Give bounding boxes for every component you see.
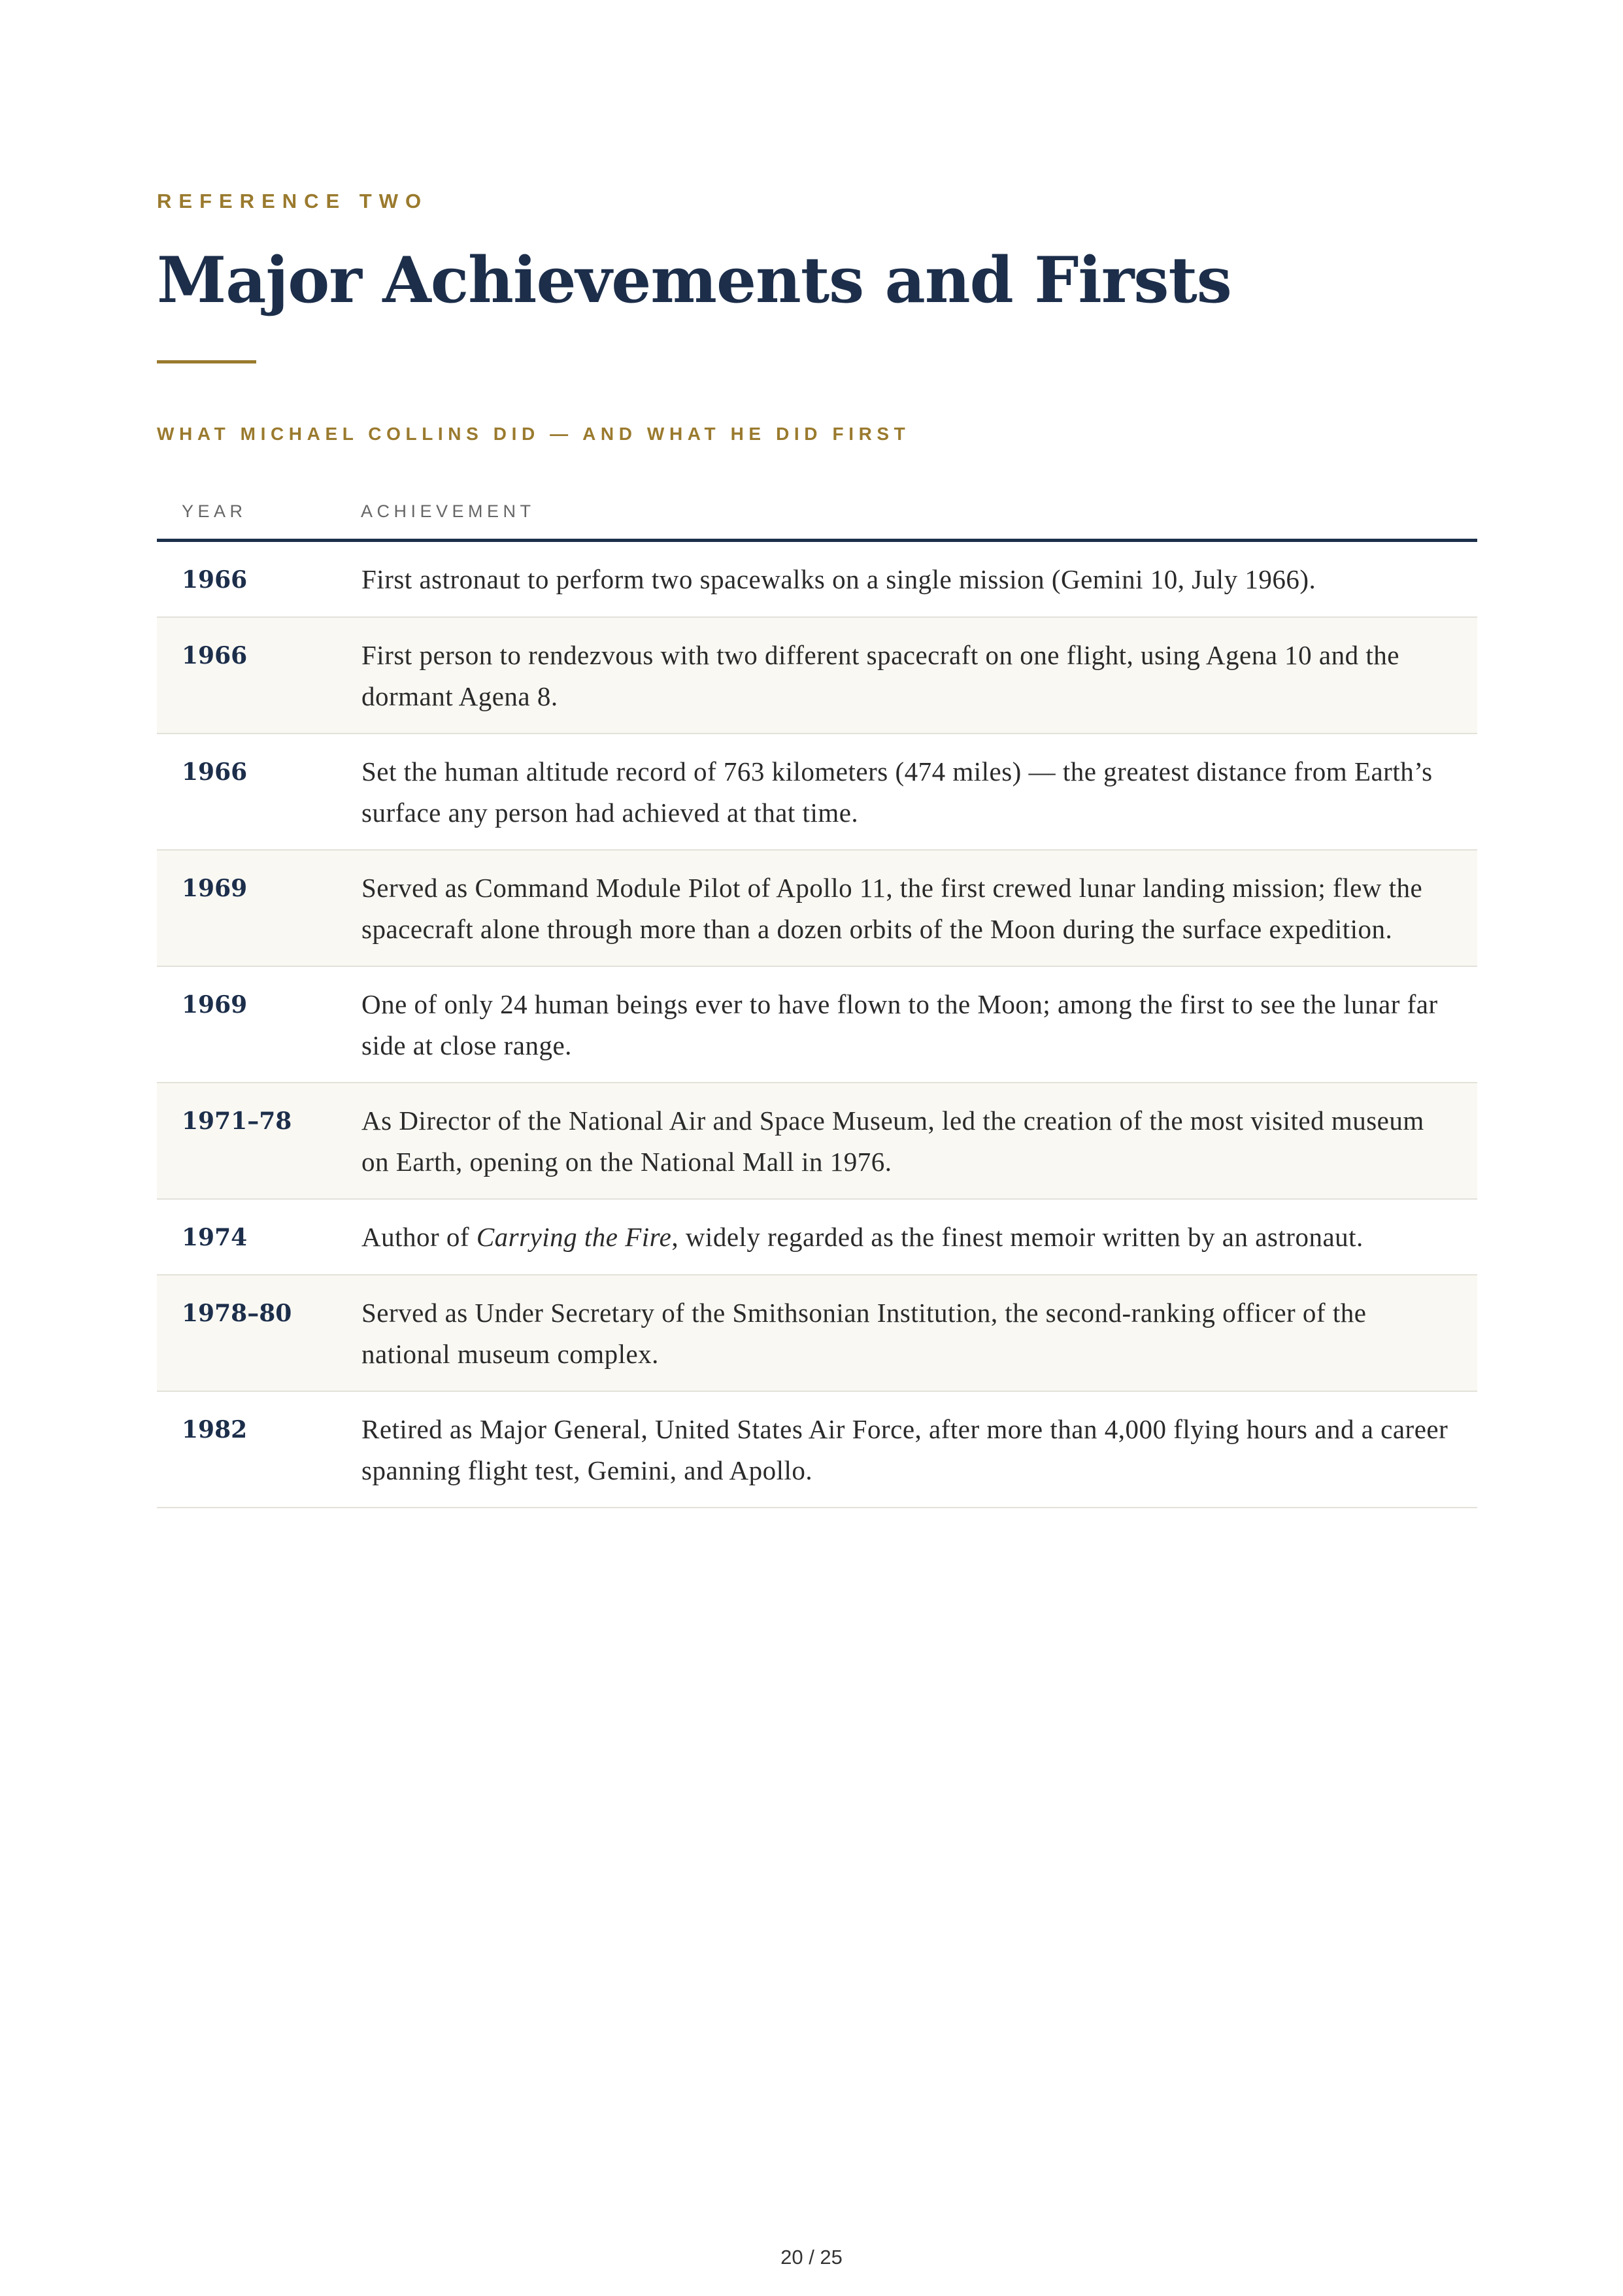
row-year: 1966 (182, 642, 248, 669)
achievement-text-suffix: , widely regarded as the finest memoir written by an astronaut. (671, 1222, 1364, 1252)
section-eyebrow: REFERENCE TWO (157, 190, 429, 212)
row-achievement: Served as Under Secretary of the Smithsonian Institution, the second-ranking officer of the national museum complex. (361, 1298, 1367, 1369)
row-year: 1969 (182, 991, 248, 1019)
section-subtitle: WHAT MICHAEL COLLINS DID — AND WHAT HE DID FIRST (157, 424, 911, 444)
row-achievement: As Director of the National Air and Space Museum, led the creation of the most visited museum on Earth, opening on the National Mall in 1976. (361, 1106, 1424, 1177)
row-achievement (361, 1199, 1477, 1275)
row-achievement: First astronaut to perform two spacewalks on a single mission (Gemini 10, July 1966). (361, 564, 1316, 594)
row-year: 1969 (182, 875, 248, 902)
row-year: 1974 (182, 1224, 248, 1251)
achievements-table (157, 484, 1477, 1508)
accent-rule (157, 360, 256, 363)
table-row (157, 734, 1477, 850)
table-row (157, 966, 1477, 1083)
row-achievement: Set the human altitude record of 763 kilometers (474 miles) — the greatest distance from Earth’s surface any person had achieved at that time. (361, 756, 1433, 828)
table-row (157, 1199, 1477, 1275)
row-year: 1966 (182, 566, 248, 594)
table-row (157, 617, 1477, 734)
row-year: 1971–78 (182, 1107, 292, 1135)
header-row (157, 484, 1477, 541)
header-achievement: ACHIEVEMENT (361, 484, 1477, 541)
row-achievement: Retired as Major General, United States Air Force, after more than 4,000 flying hours and a career spanning flight test, Gemini, and Apollo. (361, 1414, 1448, 1485)
header-year: YEAR (157, 484, 361, 541)
row-year: 1978–80 (182, 1300, 292, 1327)
row-achievement: First person to rendezvous with two different spacecraft on one flight, using Agena 10 and the dormant Agena 8. (361, 640, 1399, 711)
table-row (157, 1083, 1477, 1199)
table-row (157, 541, 1477, 618)
book-title: Carrying the Fire (476, 1222, 672, 1252)
row-year: 1966 (182, 758, 248, 786)
row-achievement: One of only 24 human beings ever to have flown to the Moon; among the first to see the lunar far side at close range. (361, 989, 1438, 1060)
row-year: 1982 (182, 1416, 248, 1443)
table-row (157, 1391, 1477, 1508)
row-achievement: Served as Command Module Pilot of Apollo 11, the first crewed lunar landing mission; flew the spacecraft alone through more than a dozen orbits of the Moon during the surface expedition. (361, 873, 1423, 944)
page-number: 20 / 25 (780, 2246, 843, 2269)
table-header (157, 484, 1477, 541)
table-row (157, 850, 1477, 966)
achievement-text-prefix: Author of (361, 1222, 477, 1252)
page-title: Major Achievements and Firsts (157, 243, 1231, 317)
table-row (157, 1275, 1477, 1391)
table-body (157, 541, 1477, 1508)
